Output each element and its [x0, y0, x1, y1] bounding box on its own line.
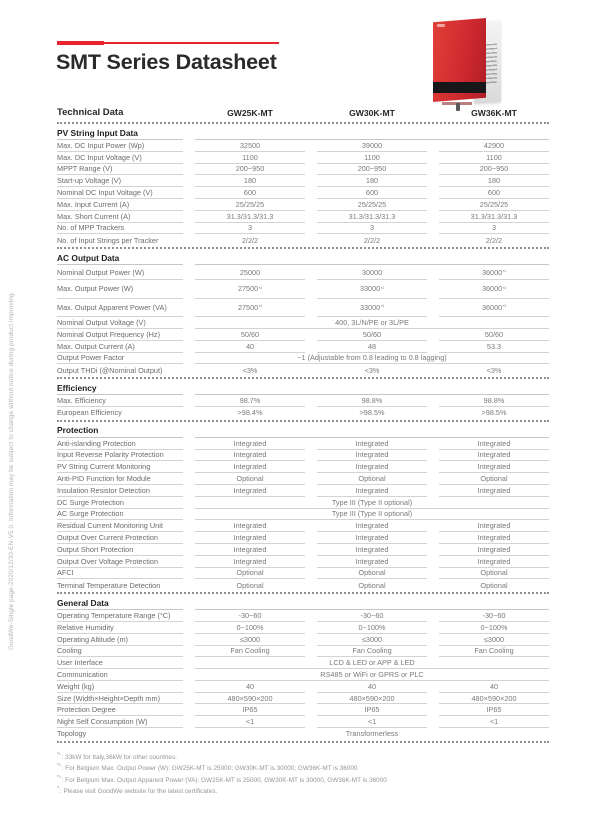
- row-value: Optional: [439, 568, 549, 580]
- row-value-span: 400, 3L/N/PE or 3L/PE: [195, 317, 549, 329]
- row-value: Integrated: [317, 556, 427, 568]
- row-value: Integrated: [317, 485, 427, 497]
- row-label: MPPT Range (V): [57, 164, 183, 176]
- row-value: IP65: [195, 704, 305, 716]
- row-value: Integrated: [195, 556, 305, 568]
- row-value: Integrated: [439, 520, 549, 532]
- row-value: Optional: [317, 473, 427, 485]
- row-value: 25000: [195, 265, 305, 280]
- footnotes: [57, 751, 387, 796]
- inverter-display-band: [433, 82, 486, 93]
- row-value: 25/25/25: [317, 199, 427, 211]
- section-title: PV String Input Data: [57, 127, 183, 140]
- row-value: 98.7%: [195, 395, 305, 407]
- row-label: Topology: [57, 729, 87, 739]
- row-label: Night Self Consumption (W): [57, 716, 183, 728]
- row-value: 480×590×200: [195, 693, 305, 705]
- section-separator: [57, 376, 549, 379]
- section-title: AC Output Data: [57, 252, 183, 265]
- row-value: Fan Cooling: [195, 646, 305, 658]
- row-value: 3: [317, 223, 427, 235]
- section-title: Efficiency: [57, 382, 183, 395]
- row-value: 1100: [317, 152, 427, 164]
- row-value: 36000 *¹: [439, 265, 549, 280]
- row-value: >98.5%: [359, 408, 385, 418]
- title-accent-rule-thin: [57, 42, 279, 43]
- footnote-marker: *³: [57, 774, 61, 781]
- row-value: 42900: [439, 140, 549, 152]
- page-title: SMT Series Datasheet: [56, 50, 277, 74]
- row-value-span: RS485 or WiFi or GPRS or PLC: [195, 669, 549, 681]
- row-label: Max. DC Input Voltage (V): [57, 152, 183, 164]
- row-value: Integrated: [195, 450, 305, 462]
- row-value: 180: [195, 175, 305, 187]
- row-value: 50/60: [317, 329, 427, 341]
- row-value: 36000 *³: [439, 299, 549, 318]
- row-value: >98.5%: [481, 408, 507, 418]
- row-label: Operating Temperature Range (°C): [57, 610, 183, 622]
- row-label: Operating Altitude (m): [57, 634, 183, 646]
- row-value: 600: [317, 187, 427, 199]
- title-accent-rule: [57, 41, 279, 45]
- row-value: ≤3000: [439, 634, 549, 646]
- row-value: IP65: [317, 704, 427, 716]
- row-label: European Efficiency: [57, 408, 122, 418]
- row-value: 31.3/31.3/31.3: [317, 211, 427, 223]
- row-label: AC Surge Protection: [57, 509, 183, 521]
- row-label: Communication: [57, 669, 183, 681]
- section-title-rule: [195, 127, 549, 140]
- footnote-marker: *²: [57, 763, 61, 770]
- row-label: AFCI: [57, 568, 183, 580]
- row-value: 98.8%: [317, 395, 427, 407]
- footnote: *: Please visit GoodWe website for the latest certificates.: [57, 785, 218, 796]
- row-value: Integrated: [317, 544, 427, 556]
- row-value: <3%: [364, 365, 380, 375]
- row-value: Integrated: [195, 544, 305, 556]
- row-label: Terminal Temperature Detection: [57, 580, 161, 590]
- row-label: PV String Current Monitoring: [57, 461, 183, 473]
- row-value: Integrated: [195, 520, 305, 532]
- row-value: 50/60: [439, 329, 549, 341]
- row-value: Integrated: [439, 450, 549, 462]
- row-value: Integrated: [317, 438, 427, 450]
- row-value: Integrated: [195, 461, 305, 473]
- row-value: 50/60: [195, 329, 305, 341]
- row-value: 2/2/2: [241, 235, 259, 245]
- row-label: Output Short Protection: [57, 544, 183, 556]
- row-value: 200~950: [195, 164, 305, 176]
- row-value: 3: [195, 223, 305, 235]
- footnote: $^{*^2}$: For Belgium Max. Output Power (W): GW25K-MT is 25000; GW30K-MT is 30000; GW36K-MT is 36000: [57, 763, 358, 773]
- row-value: Optional: [317, 568, 427, 580]
- row-value: <3%: [242, 365, 258, 375]
- column-header: GW30K-MT: [349, 107, 395, 118]
- row-value: IP65: [439, 704, 549, 716]
- row-value: Optional: [195, 473, 305, 485]
- row-value: Integrated: [439, 438, 549, 450]
- row-label: Output THDi (@Nominal Output): [57, 365, 163, 375]
- row-value-span: Type III (Type II optional): [195, 497, 549, 509]
- spec-table: [57, 104, 551, 746]
- row-value: 3: [439, 223, 549, 235]
- row-label: Nominal Output Frequency (Hz): [57, 329, 183, 341]
- row-value: 600: [439, 187, 549, 199]
- row-value: Integrated: [439, 532, 549, 544]
- row-label: Cooling: [57, 646, 183, 658]
- row-value: -30~60: [439, 610, 549, 622]
- row-value: Optional: [480, 580, 508, 590]
- row-label: Size (Width×Height×Depth mm): [57, 693, 183, 705]
- row-value: Integrated: [439, 461, 549, 473]
- row-value: 180: [439, 175, 549, 187]
- row-label: Start-up Voltage (V): [57, 175, 183, 187]
- section-title-rule: [195, 382, 549, 395]
- row-label: Anti-islanding Protection: [57, 438, 183, 450]
- row-value: 40: [439, 681, 549, 693]
- row-value: Optional: [439, 473, 549, 485]
- row-label: Max. Output Power (W): [57, 280, 183, 299]
- row-value: -30~60: [195, 610, 305, 622]
- row-value: Integrated: [439, 544, 549, 556]
- row-value: 1100: [195, 152, 305, 164]
- section-title-rule: [195, 597, 549, 610]
- row-label: Input Reverse Polarity Protection: [57, 450, 183, 462]
- section-title-rule: [195, 252, 549, 265]
- row-value: 480×590×200: [439, 693, 549, 705]
- section-title-rule: [195, 425, 549, 438]
- row-value: 32500: [195, 140, 305, 152]
- row-value: 39000: [317, 140, 427, 152]
- row-label: User Interface: [57, 657, 183, 669]
- row-value: 40: [195, 341, 305, 353]
- row-value: 36000 *²: [439, 280, 549, 299]
- row-value: 25/25/25: [439, 199, 549, 211]
- row-value: 200~950: [317, 164, 427, 176]
- row-value: 53.3: [439, 341, 549, 353]
- row-value: 480×590×200: [317, 693, 427, 705]
- row-value: >98.4%: [237, 408, 263, 418]
- row-label: Anti-PID Function for Module: [57, 473, 183, 485]
- row-value: Optional: [358, 580, 386, 590]
- row-value: 2/2/2: [363, 235, 381, 245]
- row-value: 48: [317, 341, 427, 353]
- footnote: $^{*^1}$: 33kW for Italy,36kW for other countries.: [57, 752, 177, 762]
- row-value: Integrated: [195, 532, 305, 544]
- row-label: Nominal DC Input Voltage (V): [57, 187, 183, 199]
- row-label: DC Surge Protection: [57, 497, 183, 509]
- row-value: <1: [195, 716, 305, 728]
- row-label: Output Power Factor: [57, 353, 183, 365]
- row-value: ≤3000: [195, 634, 305, 646]
- row-value: Optional: [236, 580, 264, 590]
- row-value: ≤3000: [317, 634, 427, 646]
- row-label: Nominal Output Voltage (V): [57, 317, 183, 329]
- row-value: 33000 *²: [317, 280, 427, 299]
- row-value-span: Type III (Type II optional): [195, 509, 549, 521]
- row-value: Integrated: [317, 450, 427, 462]
- row-value: Optional: [195, 568, 305, 580]
- section-separator: [57, 246, 549, 249]
- row-label: Protection Degree: [57, 704, 183, 716]
- row-label: No. of MPP Trackers: [57, 223, 183, 235]
- row-value: Integrated: [195, 485, 305, 497]
- row-value: Integrated: [317, 520, 427, 532]
- product-image-inverter: [428, 16, 510, 112]
- row-value: 0~100%: [439, 622, 549, 634]
- row-value: 200~950: [439, 164, 549, 176]
- row-value: 0~100%: [317, 622, 427, 634]
- row-value: -30~60: [317, 610, 427, 622]
- footnote-marker: *: [57, 785, 59, 792]
- row-value: 0~100%: [195, 622, 305, 634]
- row-label: Nominal Output Power (W): [57, 265, 183, 280]
- section-title: General Data: [57, 597, 183, 610]
- row-value: Integrated: [317, 461, 427, 473]
- table-header-label: Technical Data: [57, 107, 124, 118]
- row-label: Output Over Current Protection: [57, 532, 183, 544]
- row-value: 30000: [317, 265, 427, 280]
- column-header: GW25K-MT: [227, 107, 273, 118]
- row-label: Max. Output Current (A): [57, 341, 183, 353]
- row-value: 27500 *³: [195, 299, 305, 318]
- row-value: <1: [317, 716, 427, 728]
- row-value: 33000 *³: [317, 299, 427, 318]
- footnote: $^{*^3}$: For Belgium Max. Output Apparent Power (VA): GW25K-MT is 25000, GW30K-MT is 30000, GW36K-MT is 36000: [57, 774, 387, 784]
- row-label: Insulation Resistor Detection: [57, 485, 183, 497]
- row-value: 40: [317, 681, 427, 693]
- row-value: <1: [439, 716, 549, 728]
- row-label: Max. DC Input Power (Wp): [57, 140, 183, 152]
- row-value: Fan Cooling: [439, 646, 549, 658]
- row-value: Integrated: [195, 438, 305, 450]
- row-label: Weight (kg): [57, 681, 183, 693]
- row-value: Integrated: [317, 532, 427, 544]
- row-value-span: LCD & LED or APP & LED: [195, 657, 549, 669]
- row-value: Integrated: [439, 556, 549, 568]
- row-value: 1100: [439, 152, 549, 164]
- row-label: Max. Output Apparent Power (VA): [57, 299, 183, 318]
- section-separator: [57, 591, 549, 594]
- row-label: No. of Input Strings per Tracker: [57, 235, 159, 245]
- row-value-span: Transformerless: [345, 729, 399, 739]
- row-value: 40: [195, 681, 305, 693]
- column-header: GW36K-MT: [471, 107, 517, 118]
- row-value: 600: [195, 187, 305, 199]
- section-separator: [57, 121, 549, 124]
- document-version-note: GoodWe-Single page-2020/12/30-EN-V5.0. Information may be subject to change without notice during product improving.: [8, 291, 15, 650]
- row-value: Fan Cooling: [317, 646, 427, 658]
- row-label: Residual Current Monitoring Unit: [57, 520, 183, 532]
- row-value: Integrated: [439, 485, 549, 497]
- inverter-front-face: [433, 18, 486, 102]
- row-value: 31.3/31.3/31.3: [439, 211, 549, 223]
- row-value-span: ~1 (Adjustable from 0.8 leading to 0.8 lagging): [195, 353, 549, 365]
- row-value: 27500 *²: [195, 280, 305, 299]
- row-value: 31.3/31.3/31.3: [195, 211, 305, 223]
- row-value: 180: [317, 175, 427, 187]
- row-value: <3%: [486, 365, 502, 375]
- row-value: 98.8%: [439, 395, 549, 407]
- row-value: 2/2/2: [485, 235, 503, 245]
- row-label: Relative Humidity: [57, 622, 183, 634]
- row-label: Max. Input Current (A): [57, 199, 183, 211]
- section-separator: [57, 419, 549, 422]
- row-label: Output Over Voltage Protection: [57, 556, 183, 568]
- row-label: Max. Efficiency: [57, 395, 183, 407]
- goodwe-logo-mark: [437, 24, 445, 27]
- row-label: Max. Short Current (A): [57, 211, 183, 223]
- section-separator: [57, 740, 549, 743]
- section-title: Protection: [57, 425, 183, 438]
- row-value: 25/25/25: [195, 199, 305, 211]
- footnote-marker: *¹: [57, 752, 61, 758]
